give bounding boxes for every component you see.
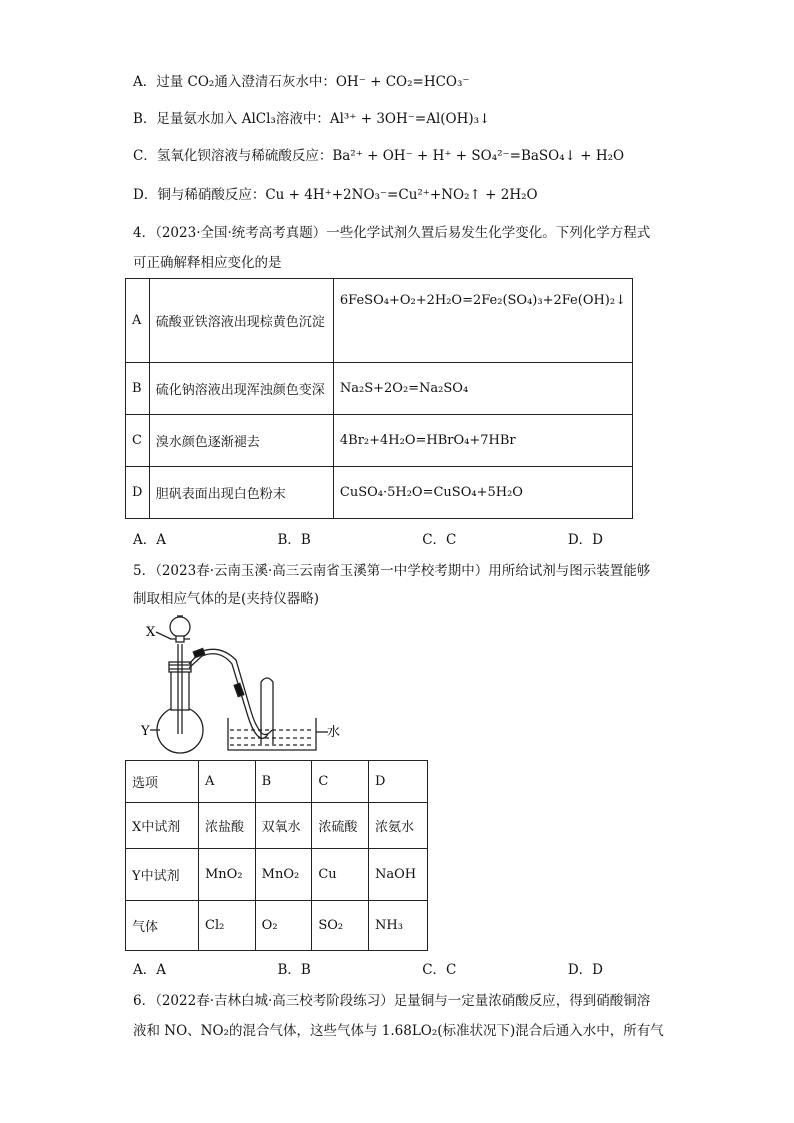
q3-option-d: D．铜与稀硝酸反应：Cu + 4H⁺+2NO₃⁻=Cu²⁺+NO₂↑ + 2H₂O (133, 187, 538, 203)
row-label: D (126, 467, 150, 519)
phenomenon-cell: 溴水颜色逐渐褪去 (149, 415, 333, 467)
table-row (126, 803, 428, 849)
label-y: Y (141, 724, 150, 739)
q6-stem-line1: 6．（2022春·吉林白城·高三校考阶段练习）足量铜与一定量浓硝酸反应，得到硝酸铜溶 (133, 993, 651, 1009)
q5-stem-line1: 5．（2023春·云南玉溪·高三云南省玉溪第一中学校考期中）用所给试剂与图示装置能够 (133, 563, 651, 579)
table-cell: 浓氨水 (369, 803, 428, 849)
table-row (126, 415, 633, 467)
choice-b[interactable]: B．B (277, 962, 311, 978)
table-row (126, 901, 428, 951)
table-row (126, 467, 633, 519)
header-cell: C (312, 761, 369, 803)
table-cell: 浓盐酸 (199, 803, 256, 849)
table-row (126, 849, 428, 901)
header-cell: 选项 (126, 761, 199, 803)
choice-d[interactable]: D．D (567, 962, 603, 978)
table-row (126, 363, 633, 415)
choice-c[interactable]: C．C (422, 962, 457, 978)
table-cell: NaOH (369, 849, 428, 901)
table-cell: MnO₂ (199, 849, 256, 901)
label-water: 水 (327, 725, 340, 740)
choice-d[interactable]: D．D (567, 532, 603, 548)
equation-cell: CuSO₄·5H₂O=CuSO₄+5H₂O (333, 467, 632, 519)
header-cell: B (255, 761, 312, 803)
equation-cell: 6FeSO₄+O₂+2H₂O=2Fe₂(SO₄)₃+2Fe(OH)₂↓ (333, 279, 632, 363)
table-cell: 双氧水 (255, 803, 312, 849)
q3-option-c: C．氢氧化钡溶液与稀硫酸反应：Ba²⁺ + OH⁻ + H⁺ + SO₄²⁻=BaSO₄↓ + H₂O (133, 148, 625, 164)
gas-apparatus-diagram (140, 612, 340, 757)
row-label: C (126, 415, 150, 467)
row-label: B (126, 363, 150, 415)
phenomenon-cell: 硫化钠溶液出现浑浊颜色变深 (149, 363, 333, 415)
q5-stem-line2: 制取相应气体的是(夹持仪器略) (133, 591, 320, 607)
header-cell: D (369, 761, 428, 803)
table-cell: 浓硫酸 (312, 803, 369, 849)
row-header: 气体 (126, 901, 199, 951)
label-x: X (146, 625, 156, 640)
table-row (126, 279, 633, 363)
choice-a[interactable]: A．A (133, 962, 166, 978)
q4-table (125, 278, 633, 519)
choice-a[interactable]: A．A (133, 532, 166, 548)
row-header: X中试剂 (126, 803, 199, 849)
table-cell: O₂ (255, 901, 312, 951)
q3-option-a: A．过量 CO₂通入澄清石灰水中：OH⁻ + CO₂=HCO₃⁻ (133, 74, 470, 90)
row-label: A (126, 279, 150, 363)
q4-stem-line1: 4．（2023·全国·统考高考真题）一些化学试剂久置后易发生化学变化。下列化学方程式 (133, 225, 651, 241)
row-header: Y中试剂 (126, 849, 199, 901)
q5-table (125, 760, 428, 951)
phenomenon-cell: 硫酸亚铁溶液出现棕黄色沉淀 (149, 279, 333, 363)
q4-stem-line2: 可正确解释相应变化的是 (133, 255, 282, 271)
table-cell: NH₃ (369, 901, 428, 951)
table-cell: MnO₂ (255, 849, 312, 901)
equation-cell: 4Br₂+4H₂O=HBrO₄+7HBr (333, 415, 632, 467)
phenomenon-cell: 胆矾表面出现白色粉末 (149, 467, 333, 519)
q4-choices (133, 528, 603, 548)
q6-stem-line2: 液和 NO、NO₂的混合气体，这些气体与 1.68LO₂(标准状况下)混合后通入水中，所有气 (133, 1023, 664, 1039)
equation-cell: Na₂S+2O₂=Na₂SO₄ (333, 363, 632, 415)
header-cell: A (199, 761, 256, 803)
table-row (126, 761, 428, 803)
choice-c[interactable]: C．C (422, 532, 457, 548)
q5-choices (133, 958, 603, 978)
choice-b[interactable]: B．B (277, 532, 311, 548)
table-cell: Cl₂ (199, 901, 256, 951)
table-cell: SO₂ (312, 901, 369, 951)
table-cell: Cu (312, 849, 369, 901)
q3-option-b: B．足量氨水加入 AlCl₃溶液中：Al³⁺ + 3OH⁻=Al(OH)₃↓ (133, 111, 491, 127)
